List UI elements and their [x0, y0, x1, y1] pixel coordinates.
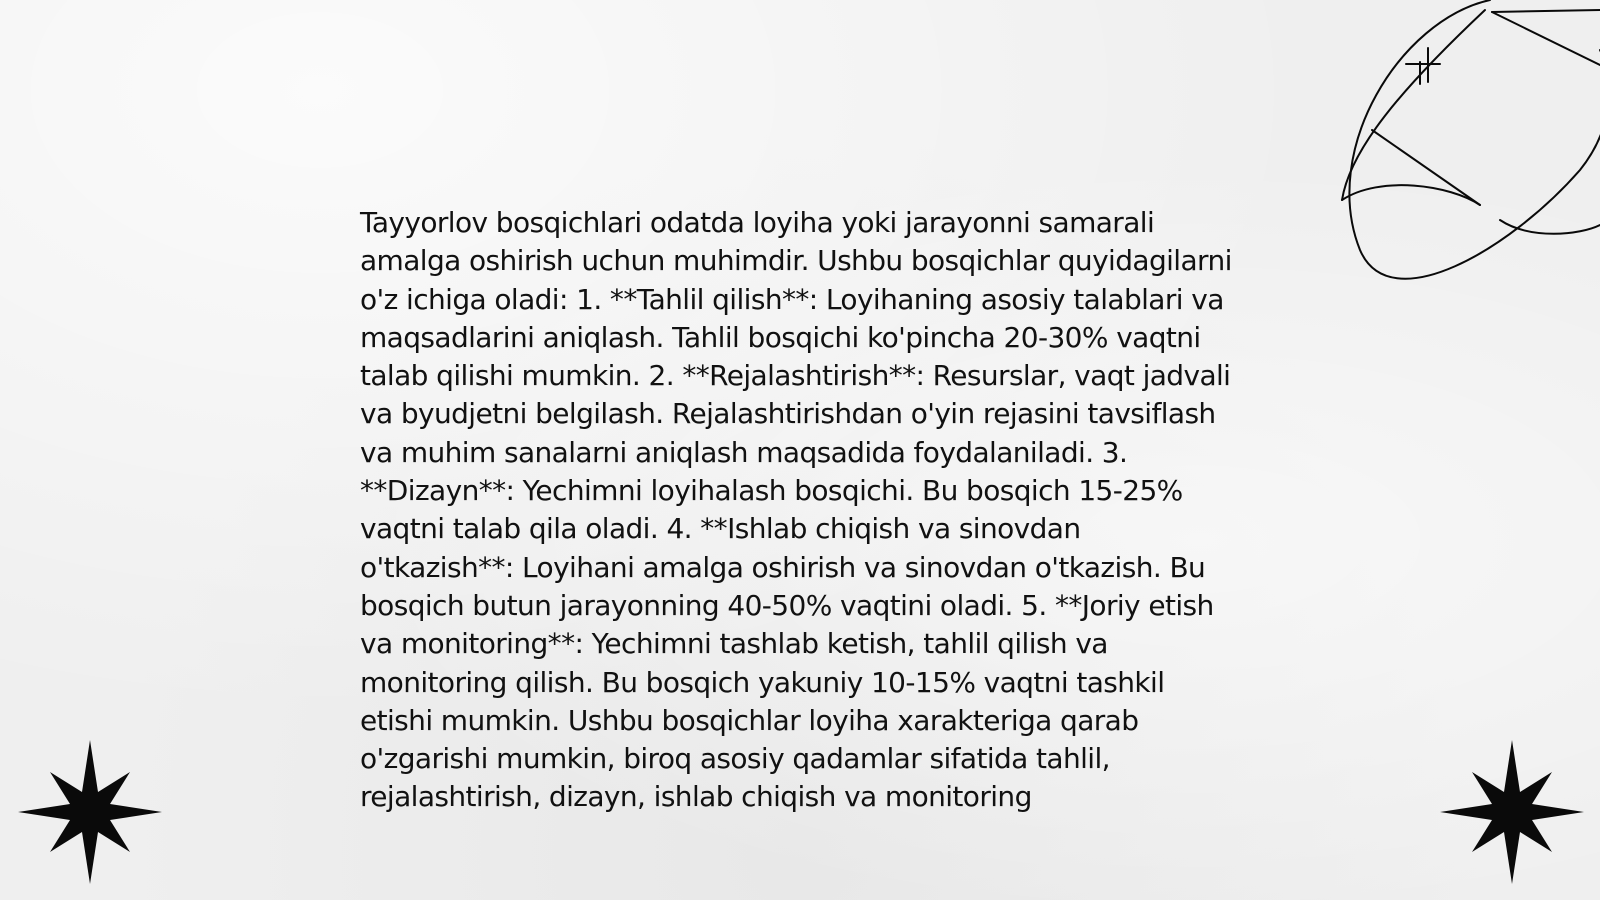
- orbit-line-icon: [1340, 0, 1600, 290]
- body-text: Tayyorlov bosqichlari odatda loyiha yoki jarayonni samarali amalga oshirish uchun muhimdir. Ushbu bosqichlar quyidagilarni o'z ichiga oladi: 1. **Tahlil qilish**: Loyihaning asosiy talablari va maqsadlarini aniqlash. Tahlil bosqichi ko'pincha 20-30% vaqtni talab qilishi mumkin. 2. **Rejalashtirish**: Resurslar, vaqt jadvali va byudjetni belgilash. Rejalashtirishdan o'yin rejasini tavsiflash va muhim sanalarni aniqlash maqsadida foydalaniladi. 3. **Dizayn**: Yechimni loyihalash bosqichi. Bu bosqich 15-25% vaqtni talab qila oladi. 4. **Ishlab chiqish va sinovdan o'tkazish**: Loyihani amalga oshirish va sinovdan o'tkazish. Bu bosqich butun jarayonning 40-50% vaqtini oladi. 5. **Joriy etish va monitoring**: Yechimni tashlab ketish, tahlil qilish va monitoring qilish. Bu bosqich yakuniy 10-15% vaqtni tashkil etishi mumkin. Ushbu bosqichlar loyiha xarakteriga qarab o'zgarishi mumkin, biroq asosiy qadamlar sifatida tahlil, rejalashtirish, dizayn, ishlab chiqish va monitoring: [360, 206, 1232, 814]
- sparkle-star-icon: [18, 740, 162, 884]
- sparkle-star-icon: [1440, 740, 1584, 884]
